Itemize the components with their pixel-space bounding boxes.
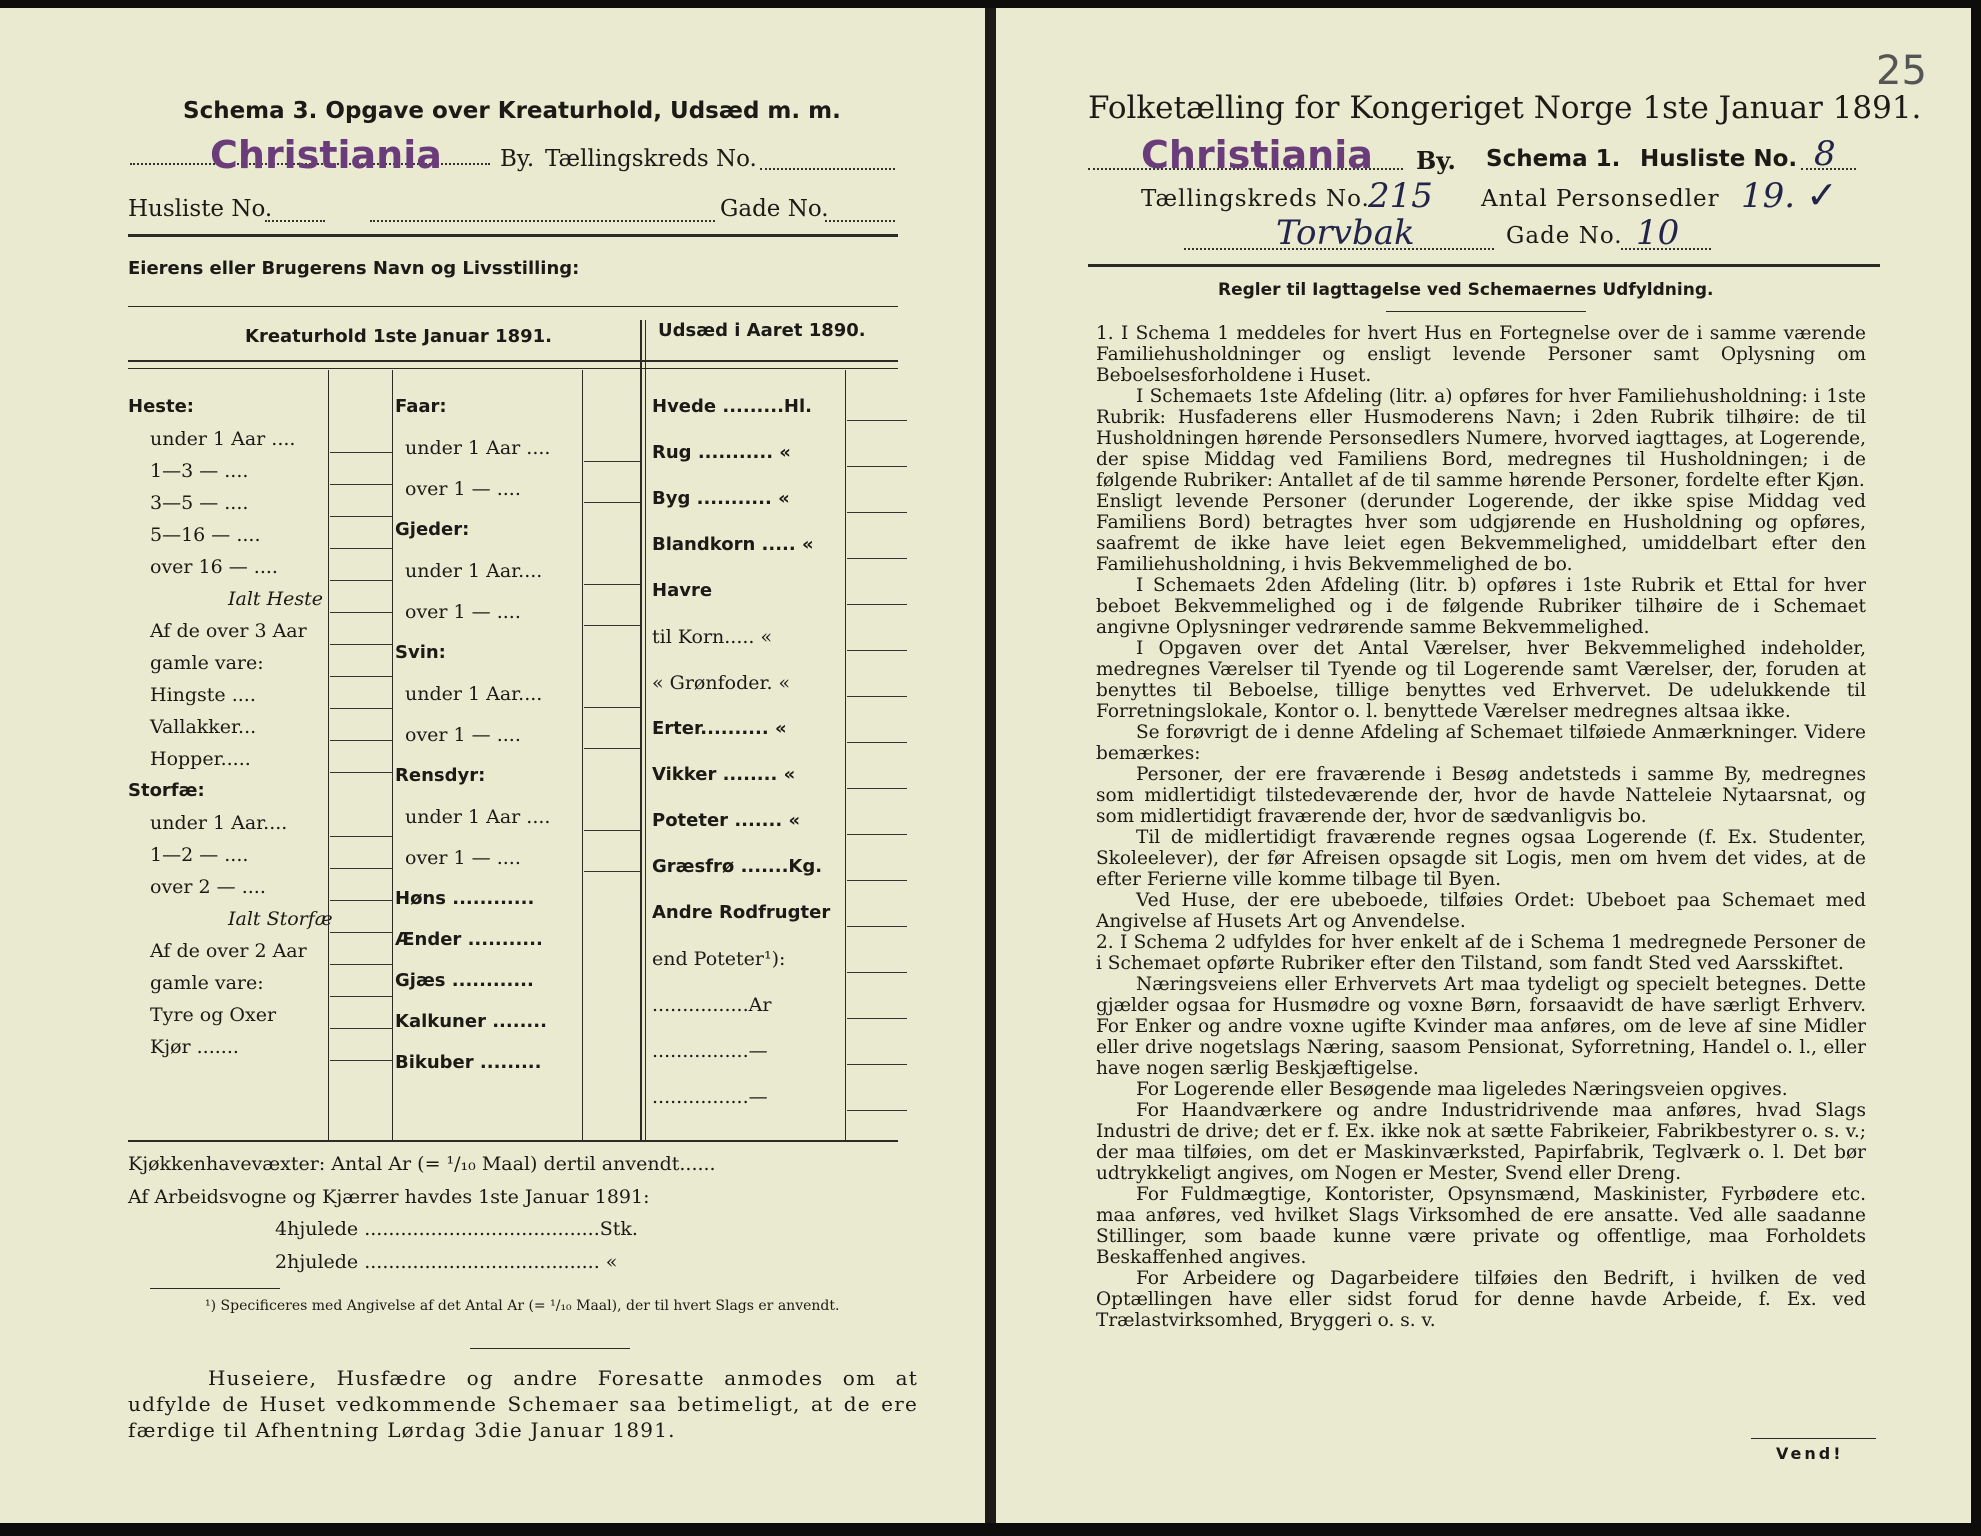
- form-row-label: Høns ............: [395, 888, 535, 909]
- form-row-label: Blandkorn ..... «: [652, 534, 814, 555]
- rule-paragraph: Til de midlertidigt fraværende regnes ogsaa Logerende (f. Ex. Studenter, Skoleelever), der før Afreisen opsagde sit Logis, men om hvem det vides, at de efter Ferierne ville komme tilbage til Byen.: [1096, 827, 1866, 890]
- gade-value: 10: [1636, 213, 1680, 253]
- form-row-label: gamle vare:: [150, 972, 264, 994]
- antal-label: Antal Personsedler: [1481, 186, 1720, 212]
- rule-paragraph: I Schemaets 2den Afdeling (litr. b) opføres i 1ste Rubrik et Ettal for hver beboet Bekvemmelighed og i de følgende Rubriker tilhøire de i Schemaet angivne Oplysninger vedrørende samme Bekvemmelighed.: [1096, 575, 1866, 638]
- rule-paragraph: 1. I Schema 1 meddeles for hvert Hus en Fortegnelse over de i samme værende Familiehusholdninger og ensligt levende Personer samt Oplysning om Beboelsesforholdene i Huset.: [1096, 323, 1866, 386]
- form-row-label: Gjæs ............: [395, 970, 534, 991]
- form-row-label: under 1 Aar....: [405, 683, 543, 705]
- form-row-label: ................—: [652, 1040, 768, 1062]
- husliste-label-right: Husliste No.: [1640, 146, 1798, 172]
- hjul4-line: 4hjulede .......................................Stk.: [275, 1218, 638, 1240]
- street-value: Torvbak: [1276, 213, 1415, 253]
- form-row-label: Gjeder:: [395, 519, 470, 540]
- form-row-label: Græsfrø .......Kg.: [652, 856, 823, 877]
- hjul2-line: 2hjulede ....................................... «: [275, 1251, 618, 1273]
- rules-heading: Regler til Iagttagelse ved Schemaernes Udfyldning.: [1218, 280, 1714, 300]
- by-label-right: By.: [1416, 146, 1456, 175]
- rule-paragraph: For Logerende eller Besøgende maa ligeledes Næringsveien opgives.: [1136, 1079, 1788, 1100]
- husliste-label-left: Husliste No.: [128, 196, 273, 222]
- rule-paragraph: I Schemaets 1ste Afdeling (litr. a) opføres for hver Familiehusholdning: i 1ste Rubrik: Husfaderens eller Husmoderens Navn; i 2den Rubrik tilhøire: de til Husholdningen hørende Personsedlers Numere, hvorved iagttages, at Logerende, der spise Middag ved Familiens Bord, medregnes til Husholdningen; i de følgende Rubriker: Antallet af de til samme hørende Personer, fordelte efter Kjøn.: [1096, 386, 1866, 491]
- form-row-label: Ialt Storfæ: [228, 908, 333, 930]
- form-row-label: « Grønfoder. «: [652, 672, 791, 694]
- rule-paragraph: Personer, der ere fraværende i Besøg andetsteds i samme By, medregnes som midlertidigt tilstedeværende der, hvor de havde Natteleie Nytaarsnat, og som midlertidigt fraværende der, hvor de sædvanligvis bo.: [1096, 764, 1866, 827]
- by-label-left: By.: [500, 146, 535, 172]
- schema3-heading: Schema 3. Opgave over Kreaturhold, Udsæd m. m.: [183, 98, 841, 124]
- form-row-label: Andre Rodfrugter: [652, 902, 831, 923]
- form-row-label: Ænder ...........: [395, 929, 543, 950]
- form-row-label: over 1 — ....: [405, 724, 521, 746]
- rule-paragraph: Ensligt levende Personer (derunder Logerende, der ikke spise Middag ved Familiens Bord) betragtes hver som udgjørende en Husholdning og opføres, saafremt de ikke have leiet egen Bekvemmelighed, umiddelbart efter den Familiehusholdning, i hvis Bekvemmelighed de bo.: [1096, 491, 1866, 575]
- form-row-label: Bikuber .........: [395, 1052, 542, 1073]
- owner-label: Eierens eller Brugerens Navn og Livsstilling:: [128, 258, 580, 279]
- form-row-label: Kalkuner ........: [395, 1011, 547, 1032]
- form-row-label: Poteter ....... «: [652, 810, 801, 831]
- footnote: ¹) Specificeres med Angivelse af det Antal Ar (= ¹/₁₀ Maal), der til hvert Slags er anvendt.: [205, 1298, 840, 1314]
- form-row-label: 1—2 — ....: [150, 844, 249, 866]
- form-row-label: over 1 — ....: [405, 478, 521, 500]
- form-row-label: under 1 Aar....: [150, 812, 288, 834]
- gade-label-right: Gade No.: [1506, 223, 1623, 249]
- form-row-label: Rensdyr:: [395, 765, 486, 786]
- rule-paragraph: For Arbeidere og Dagarbeidere tilføies den Bedrift, i hvilken de ved Optællingen have eller sidst forud for denne havde Arbeide, f. Ex. ved Trælastvirksomhed, Bryggeri o. s. v.: [1096, 1268, 1866, 1331]
- rule-paragraph: I Opgaven over det Antal Værelser, hver Bekvemmelighed indeholder, medregnes Værelser til Tyende og til Logerende samt Værelser, der, foruden at benyttes til Beboelse, tillige benyttes ved Erhvervet. De udelukkende til Forretningslokale, Kontor o. l. benyttede Værelser medregnes altsaa ikke.: [1096, 638, 1866, 722]
- arbeidsvogne-line: Af Arbeidsvogne og Kjærrer havdes 1ste Januar 1891:: [128, 1186, 650, 1208]
- form-row-label: Havre: [652, 580, 713, 601]
- form-row-label: Hopper.....: [150, 748, 251, 770]
- form-row-label: Storfæ:: [128, 780, 205, 801]
- census-title: Folketælling for Kongeriget Norge 1ste Januar 1891.: [1088, 90, 1922, 126]
- form-row-label: Kjør .......: [150, 1036, 239, 1058]
- form-row-label: Rug ........... «: [652, 442, 791, 463]
- form-row-label: Vallakker...: [150, 716, 257, 738]
- form-row-label: under 1 Aar....: [405, 560, 543, 582]
- kreaturhold-header: Kreaturhold 1ste Januar 1891.: [245, 326, 552, 347]
- form-row-label: 1—3 — ....: [150, 460, 249, 482]
- city-handwritten-right: Christiania: [1141, 133, 1373, 177]
- form-row-label: over 2 — ....: [150, 876, 266, 898]
- form-row-label: ................—: [652, 1086, 768, 1108]
- form-row-label: Byg ........... «: [652, 488, 790, 509]
- check-mark-icon: ✓: [1806, 173, 1838, 217]
- form-row-label: Vikker ........ «: [652, 764, 796, 785]
- rule-paragraph: Næringsveiens eller Erhvervets Art maa tydeligt og specielt betegnes. Dette gjælder ogsaa for Husmødre og voxne Børn, forsaavidt de have særligt Erhverv. For Enker og andre voxne ugifte Kvinder maa anføres, om de leve af sine Midler eller drive nogetslags Næring, saasom Pensionat, Syforretning, Handel o. l., eller have nogen særlig Beskjæftigelse.: [1096, 974, 1866, 1079]
- binding-gutter: [985, 8, 996, 1523]
- antal-value: 19.: [1741, 176, 1796, 216]
- form-row-label: ................Ar: [652, 994, 772, 1016]
- city-handwritten-left: Christiania: [210, 133, 442, 177]
- left-page: [0, 8, 985, 1523]
- form-row-label: Hingste ....: [150, 684, 256, 706]
- rule-paragraph: Se forøvrigt de i denne Afdeling af Schemaet tilføiede Anmærkninger. Videre bemærkes:: [1096, 722, 1866, 764]
- rule-paragraph: For Fuldmægtige, Kontorister, Opsynsmænd, Maskinister, Fyrbødere etc. maa anføres, ved hvilket Slags Virksomhed de ere ansatte. Ved alle saadanne Stillinger, som baade kunne være private og offentlige, maa Forholdets Beskaffenhed angives.: [1096, 1184, 1866, 1268]
- rule-paragraph: Ved Huse, der ere ubeboede, tilføies Ordet: Ubeboet paa Schemaet med Angivelse af Husets Art og Anvendelse.: [1096, 890, 1866, 932]
- rule-paragraph: 2. I Schema 2 udfyldes for hver enkelt af de i Schema 1 medregnede Personer de i Schemaet opførte Rubriker efter den Tilstand, som fandt Sted ved Aarsskiftet.: [1096, 932, 1866, 974]
- form-row-label: Heste:: [128, 396, 194, 417]
- form-row-label: Af de over 2 Aar: [150, 940, 307, 962]
- form-row-label: over 16 — ....: [150, 556, 278, 578]
- form-row-label: til Korn..... «: [652, 626, 773, 648]
- form-row-label: Faar:: [395, 396, 447, 417]
- form-row-label: 5—16 — ....: [150, 524, 261, 546]
- notice-paragraph: Huseiere, Husfædre og andre Foresatte anmodes om at udfylde de Huset vedkommende Schemaer saa betimeligt, at de ere færdige til Afhentning Lørdag 3die Januar 1891.: [128, 1366, 918, 1442]
- page-number: 25: [1876, 48, 1927, 94]
- form-row-label: 3—5 — ....: [150, 492, 249, 514]
- vend-label: Vend!: [1776, 1444, 1844, 1463]
- kjokkenhave-line: Kjøkkenhavevæxter: Antal Ar (= ¹/₁₀ Maal) dertil anvendt......: [128, 1153, 716, 1175]
- form-row-label: end Poteter¹):: [652, 948, 786, 970]
- form-row-label: over 1 — ....: [405, 601, 521, 623]
- form-row-label: under 1 Aar ....: [405, 437, 551, 459]
- gade-label-left: Gade No.: [720, 196, 829, 222]
- schema1-label: Schema 1.: [1486, 146, 1621, 172]
- kreds-label-right: Tællingskreds No.: [1141, 186, 1370, 212]
- form-row-label: Tyre og Oxer: [150, 1004, 277, 1026]
- husliste-value: 8: [1814, 134, 1836, 174]
- form-row-label: Af de over 3 Aar: [150, 620, 307, 642]
- form-row-label: Svin:: [395, 642, 446, 663]
- rule-paragraph: For Haandværkere og andre Industridrivende maa anføres, hvad Slags Industri de drive; det er f. Ex. ikke nok at sætte Fabrikeier, Fabrikbestyrer o. s. v.; der maa tilføies, om det er Maskinværksted, Papirfabrik, Teglværk o. l. Det bør udtrykkeligt angives, om Nogen er Mester, Svend eller Dreng.: [1096, 1100, 1866, 1184]
- udsaed-header: Udsæd i Aaret 1890.: [658, 320, 866, 341]
- form-row-label: under 1 Aar ....: [150, 428, 296, 450]
- form-row-label: over 1 — ....: [405, 847, 521, 869]
- kreds-label-left: Tællingskreds No.: [545, 146, 757, 172]
- right-page: [996, 8, 1971, 1523]
- kreds-value: 215: [1368, 176, 1433, 216]
- form-row-label: under 1 Aar ....: [405, 806, 551, 828]
- form-row-label: Ialt Heste: [228, 588, 324, 610]
- rules-text: [1096, 323, 1866, 1331]
- form-row-label: gamle vare:: [150, 652, 264, 674]
- form-row-label: Erter.......... «: [652, 718, 787, 739]
- form-row-label: Hvede .........Hl.: [652, 396, 812, 417]
